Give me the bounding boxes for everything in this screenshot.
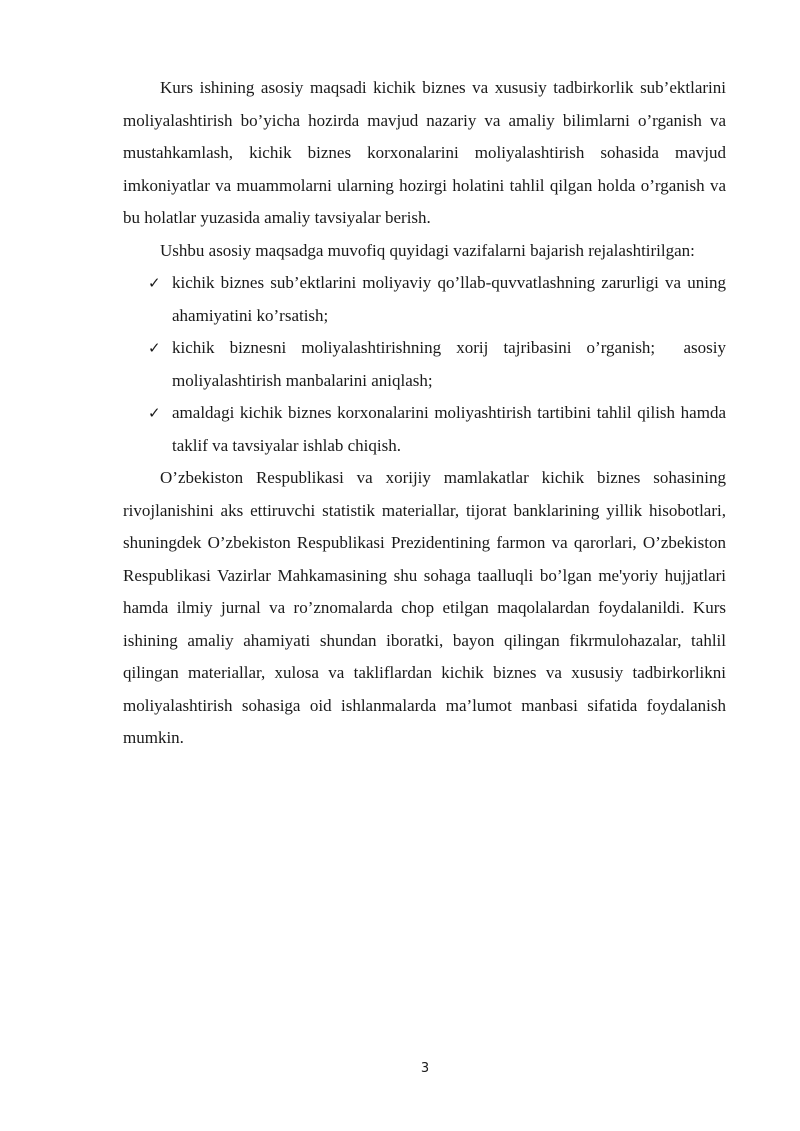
check-mark-icon: ✓ (148, 339, 161, 357)
list-item (123, 332, 726, 397)
page-number: 3 (420, 1061, 430, 1076)
check-mark-icon: ✓ (148, 274, 161, 292)
check-mark-icon: ✓ (148, 404, 161, 422)
list-item (123, 267, 726, 332)
tasks-list (123, 267, 726, 462)
paragraph-tasks-intro: Ushbu asosiy maqsadga muvofiq quyidagi vazifalarni bajarish rejalashtirilgan: (160, 240, 695, 260)
paragraph-sources: O’zbekiston Respublikasi va xorijiy mamlakatlar kichik biznes sohasining rivojlanishini aks ettiruvchi statistik materiallar, tijorat banklarining yillik hisobotlari, shuningdek O’zbekiston Respublikasi Prezidentining farmon va qarorlari, O’zbekiston Respublikasi Vazirlar Mahkamasining shu sohaga taalluqli bo’lgan me'yoriy hujjatlari hamda ilmiy jurnal va ro’znomalarda chop etilgan maqolalardan foydalanildi. Kurs ishining amaliy ahamiyati shundan iboratki, bayon qilingan fikrmulohazalar, tahlil qilingan materiallar, xulosa va takliflardan kichik biznes va xususiy tadbirkorlikni moliyalashtirish sohasiga oid ishlanmalarda ma’lumot manbasi sifatida foydalanish mumkin. (123, 468, 726, 747)
paragraph-goal: Kurs ishining asosiy maqsadi kichik biznes va xususiy tadbirkorlik sub’ektlarini moliyalashtirish bo’yicha hozirda mavjud nazariy va amaliy bilimlarni o’rganish va mustahkamlash, kichik biznes korxonalarini moliyalashtirish sohasida mavjud imkoniyatlar va muammolarni ularning hozirgi holatini tahlil qilgan holda o’rganish va bu holatlar yuzasida amaliy tavsiyalar berish. (123, 78, 726, 227)
list-item (123, 397, 726, 462)
list-item-text: kichik biznes sub’ektlarini moliyaviy qo’llab-quvvatlashning zarurligi va uning ahamiyatini ko’rsatish; (172, 273, 726, 325)
list-item-text: amaldagi kichik biznes korxonalarini moliyashtirish tartibini tahlil qilish hamda taklif va tavsiyalar ishlab chiqish. (172, 403, 726, 455)
document-body (123, 72, 726, 755)
list-item-text: kichik biznesni moliyalashtirishning xorij tajribasini o’rganish; asosiy moliyalashtirish manbalarini aniqlash; (172, 338, 726, 390)
